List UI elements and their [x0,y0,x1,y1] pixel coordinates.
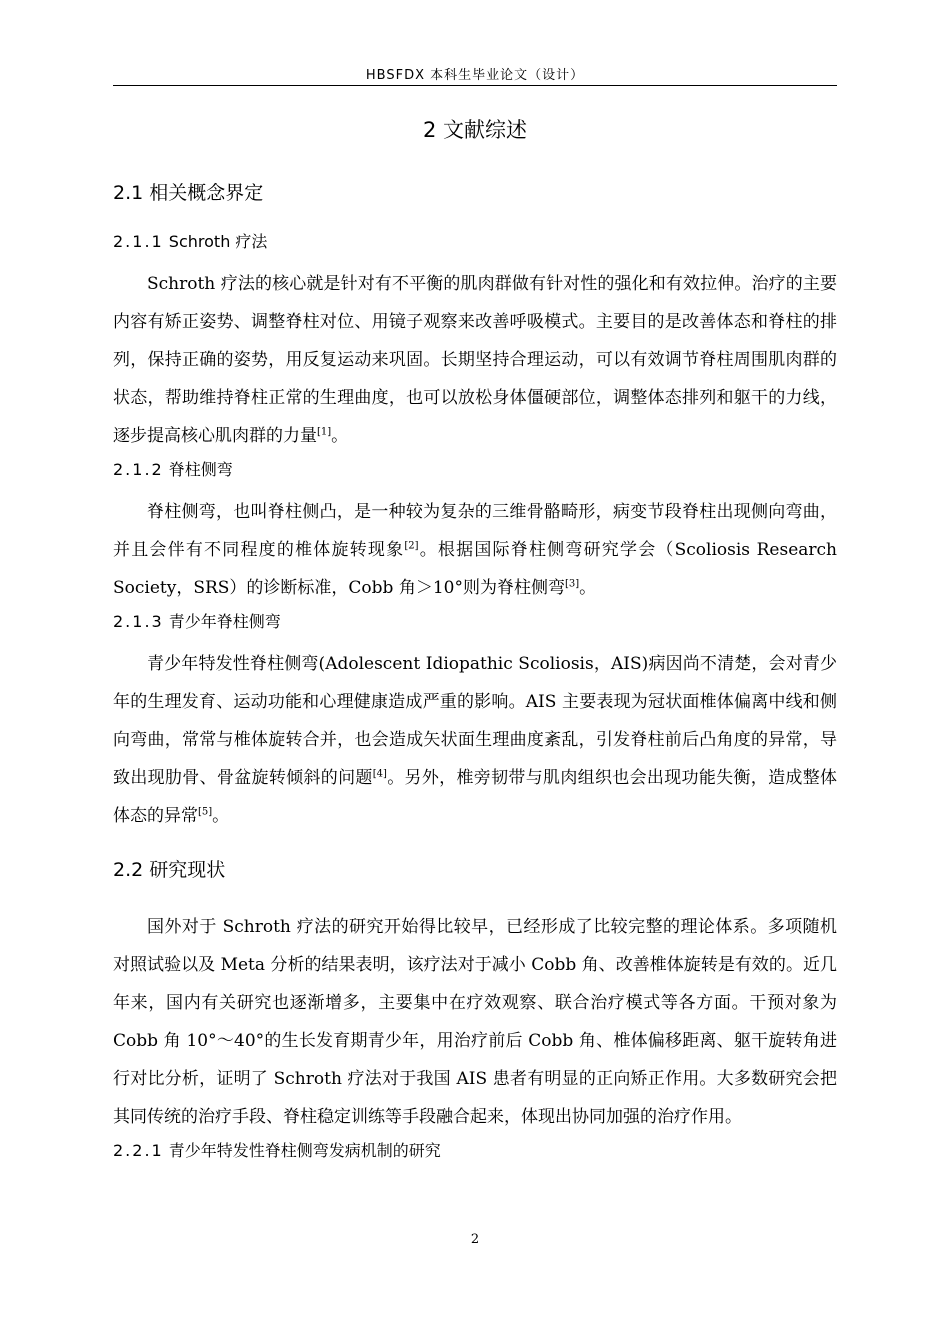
section-title: 脊柱侧弯 [163,460,233,479]
section-heading-2-1-1 [113,227,837,257]
paragraph-text: 青少年特发性脊柱侧弯(Adolescent Idiopathic Scoliosis，AIS)病因尚不清楚，会对青少年的生理发育、运动功能和心理健康造成严重的影响。AIS 主要表现为冠状面椎体偏离中线和侧向弯曲，常常与椎体旋转合并，也会造成矢状面生理曲度紊乱，引发脊柱前后凸角度的异常，导致出现肋骨、骨盆旋转倾斜的问题 [113,654,837,788]
paragraph-research-status: 国外对于 Schroth 疗法的研究开始得比较早，已经形成了比较完整的理论体系。多项随机对照试验以及 Meta 分析的结果表明，该疗法对于减小 Cobb 角、改善椎体旋转是有效的。近几年来，国内有关研究也逐渐增多，主要集中在疗效观察、联合治疗模式等各方面。干预对象为 Cobb 角 10°～40°的生长发育期青少年，用治疗前后 Cobb 角、椎体偏移距离、躯干旋转角进行对比分析，证明了 Schroth 疗法对于我国 AIS 患者有明显的正向矫正作用。大多数研究会把其同传统的治疗手段、脊柱稳定训练等手段融合起来，体现出协同加强的治疗作用。 [113,917,837,1127]
paragraph-text: Schroth 疗法的核心就是针对有不平衡的肌肉群做有针对性的强化和有效拉伸。治疗的主要内容有矫正姿势、调整脊柱对位、用镜子观察来改善呼吸模式。主要目的是改善体态和脊柱的排列，保持正确的姿势，用反复运动来巩固。长期坚持合理运动，可以有效调节脊柱周围肌肉群的状态，帮助维持脊柱正常的生理曲度，也可以放松身体僵硬部位，调整体态排列和躯干的力线，逐步提高核心肌肉群的力量 [113,274,837,446]
paragraph-scoliosis [113,493,837,607]
section-heading-2-2-1 [113,1136,837,1166]
page-body [113,108,837,1174]
section-heading-2-1-3 [113,607,837,637]
paragraph-tail: 。 [579,578,597,598]
section-heading-2-1-2 [113,455,837,485]
section-number: 2.1.2 [113,460,164,479]
running-header: HBSFDX 本科生毕业论文（设计） [365,68,585,83]
section-number: 2.1.3 [113,612,164,631]
paragraph-tail: 。 [212,806,230,826]
citation-ref: [3] [564,578,580,590]
section-number: 2.2.1 [113,1141,164,1160]
paragraph-text: 脊柱侧弯，也叫脊柱侧凸，是一种较为复杂的三维骨骼畸形，病变节段脊柱出现侧向弯曲，并且会伴有不同程度的椎体旋转现象 [113,502,837,560]
page-number: 2 [470,1232,480,1247]
section-title: Schroth 疗法 [163,232,268,251]
paragraph-schroth [113,265,837,455]
paragraph-tail: 。 [331,426,349,446]
section-number: 2.1.1 [113,232,164,251]
chapter-title: 2 文献综述 [422,118,528,142]
header-rule [113,85,837,86]
citation-ref: [5] [198,806,213,818]
citation-ref: [2] [404,540,419,552]
paragraph-ais [113,645,837,835]
citation-ref: [1] [317,426,332,438]
paragraph-text: 。根据国际脊柱侧弯研究学会（Scoliosis Research Society，SRS）的诊断标准，Cobb 角＞10°则为脊柱侧弯 [113,540,837,598]
paragraph-text: 。另外，椎旁韧带与肌肉组织也会出现功能失衡，造成整体体态的异常 [113,768,838,826]
citation-ref: [4] [372,768,387,780]
section-heading-2-1: 2.1 相关概念界定 [113,182,264,204]
section-title: 青少年脊柱侧弯 [163,612,281,631]
section-title: 青少年特发性脊柱侧弯发病机制的研究 [163,1141,441,1160]
section-heading-2-2: 2.2 研究现状 [113,859,226,881]
